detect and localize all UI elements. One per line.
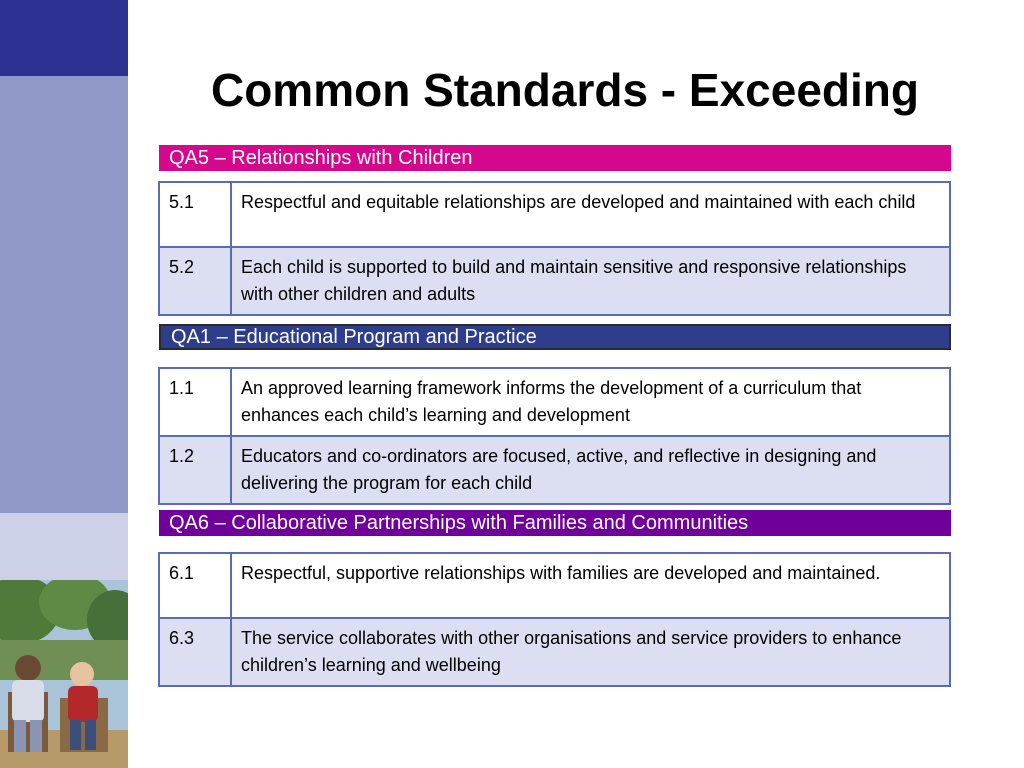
standards-table-qa5 bbox=[158, 181, 951, 316]
table-row bbox=[159, 368, 950, 436]
sidebar-accent-middle bbox=[0, 76, 128, 513]
standard-description: Each child is supported to build and maintain sensitive and responsive relationships with other children and adults bbox=[231, 247, 950, 315]
section-header-qa5: QA5 – Relationships with Children bbox=[159, 145, 951, 171]
standard-number: 1.1 bbox=[159, 368, 231, 436]
sidebar-accent-lower bbox=[0, 513, 128, 580]
section-header-qa1: QA1 – Educational Program and Practice bbox=[159, 324, 951, 350]
standard-description: An approved learning framework informs the development of a curriculum that enhances each child’s learning and development bbox=[231, 368, 950, 436]
children-photo bbox=[0, 580, 128, 768]
table-row bbox=[159, 436, 950, 504]
standard-description: Educators and co-ordinators are focused, active, and reflective in designing and delivering the program for each child bbox=[231, 436, 950, 504]
children-photo-illustration bbox=[0, 580, 128, 768]
standard-number: 6.1 bbox=[159, 553, 231, 618]
standard-number: 1.2 bbox=[159, 436, 231, 504]
page-title: Common Standards - Exceeding bbox=[210, 64, 919, 116]
standard-description: Respectful and equitable relationships are developed and maintained with each child bbox=[231, 182, 950, 247]
standards-table-qa1 bbox=[158, 367, 951, 505]
standards-table-qa6 bbox=[158, 552, 951, 687]
table-row bbox=[159, 182, 950, 247]
standard-description: Respectful, supportive relationships with families are developed and maintained. bbox=[231, 553, 950, 618]
table-row bbox=[159, 618, 950, 686]
standard-number: 5.1 bbox=[159, 182, 231, 247]
table-row bbox=[159, 553, 950, 618]
standard-number: 6.3 bbox=[159, 618, 231, 686]
standard-number: 5.2 bbox=[159, 247, 231, 315]
table-row bbox=[159, 247, 950, 315]
section-header-qa6: QA6 – Collaborative Partnerships with Families and Communities bbox=[159, 510, 951, 536]
sidebar-accent-top bbox=[0, 0, 128, 76]
standard-description: The service collaborates with other organisations and service providers to enhance children’s learning and wellbeing bbox=[231, 618, 950, 686]
